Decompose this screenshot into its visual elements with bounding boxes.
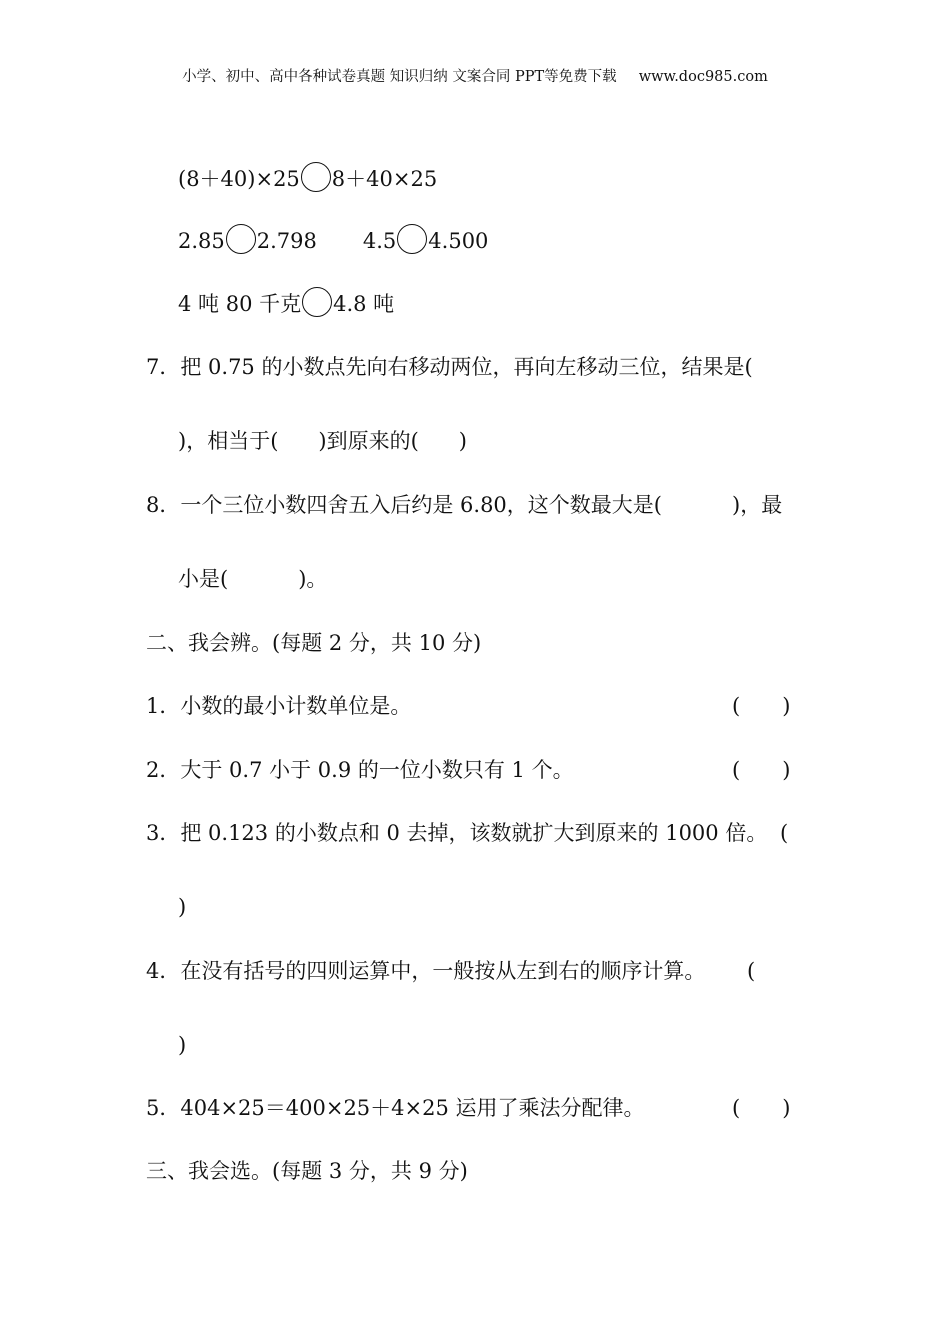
q8-line-1 [146,491,782,519]
compare-row-1 [178,162,437,193]
compare-left: (8＋40)×25 [178,167,300,191]
q8-text: 小是( [178,567,229,591]
section-3-title: 三、我会选。(每题 3 分，共 9 分) [146,1159,468,1183]
compare-right: 4.8 吨 [333,292,395,316]
judge-mark-3-close[interactable]: ) [178,895,187,919]
judge-mark-3-open[interactable]: ( [780,821,789,845]
judge-item-1: 1．小数的最小计数单位是。 [146,694,412,718]
q8-text: )，最 [732,493,783,517]
header-url[interactable]: www.doc985.com [638,69,768,85]
compare-left: 4.5 [362,229,397,253]
judge-item-4: 4．在没有括号的四则运算中，一般按从左到右的顺序计算。 [146,959,706,983]
compare-left: 2.85 [178,229,225,253]
q7-text: )，相当于( [178,429,279,453]
judge-mark-2[interactable]: ( ) [732,758,791,782]
judge-item-3: 3．把 0.123 的小数点和 0 去掉，该数就扩大到原来的 1000 倍。 [146,821,768,845]
judge-item-5: 5．404×25＝400×25＋4×25 运用了乘法分配律。 [146,1096,645,1120]
header-text: 小学、初中、高中各种试卷真题 知识归纳 文案合同 PPT等免费下载 [182,69,617,85]
compare-row-2 [178,224,488,255]
judge-mark-5[interactable]: ( ) [732,1096,791,1120]
compare-circle[interactable] [302,287,332,317]
q7-text: ) [458,429,467,453]
q8-line-2 [178,565,327,593]
compare-right: 8＋40×25 [331,167,438,191]
judge-item-2: 2．大于 0.7 小于 0.9 的一位小数只有 1 个。 [146,758,574,782]
q7-line-2 [178,427,467,455]
judge-mark-4-open[interactable]: ( [747,959,756,983]
compare-circle[interactable] [226,224,256,254]
compare-right: 2.798 [256,229,317,253]
q7-line-1: 7．把 0.75 的小数点先向右移动两位，再向左移动三位，结果是( [146,355,753,379]
judge-mark-1[interactable]: ( ) [732,694,791,718]
q8-text: )。 [298,567,328,591]
section-2-title: 二、我会辨。(每题 2 分，共 10 分) [146,631,482,655]
q8-text: 8．一个三位小数四舍五入后约是 6.80，这个数最大是( [146,493,662,517]
compare-left: 4 吨 80 千克 [178,292,302,316]
judge-mark-4-close[interactable]: ) [178,1033,187,1057]
compare-row-3 [178,287,394,318]
compare-circle[interactable] [397,224,427,254]
compare-right: 4.500 [428,229,489,253]
page-header [0,66,950,88]
compare-circle[interactable] [301,162,331,192]
q7-text: )到原来的( [318,429,419,453]
